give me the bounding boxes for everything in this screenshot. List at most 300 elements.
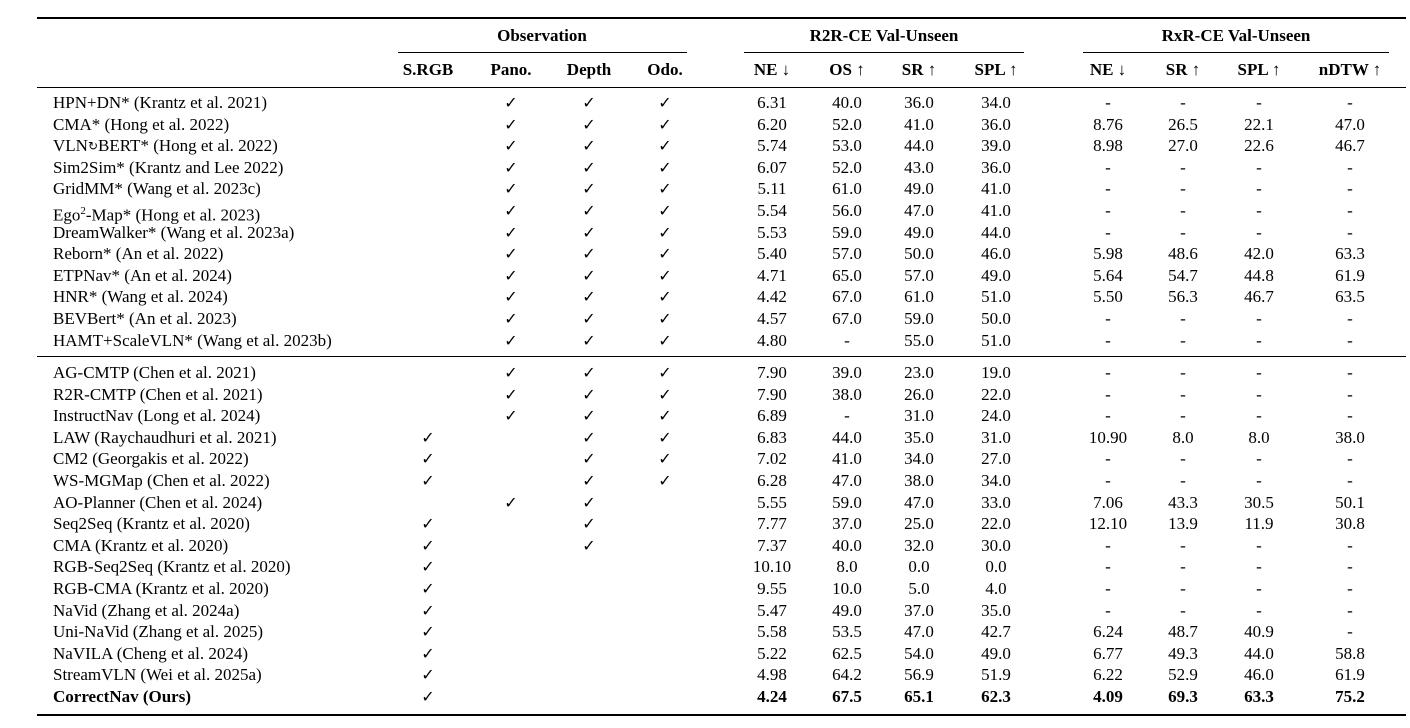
check-icon: ✓ — [504, 244, 518, 264]
r2r-value: 4.98 — [757, 665, 787, 685]
method-name: AG-CMTP (Chen et al. 2021) — [53, 363, 256, 382]
r2r-value: 41.0 — [981, 201, 1011, 220]
check-icon: ✓ — [504, 406, 518, 426]
method-name: Ego$^2$-Map* (Hong et al. 2023) — [53, 205, 261, 225]
method-name: CMA* (Hong et al. 2022) — [53, 114, 230, 134]
r2r-value: 6.20 — [757, 114, 787, 134]
r2r-value: 9.55 — [757, 579, 787, 598]
r2r-value: 5.0 — [908, 579, 930, 598]
method-name: AO-Planner (Chen et al. 2024) — [53, 492, 263, 512]
rxr-value: 50.1 — [1335, 492, 1365, 512]
r2r-value: 31.0 — [981, 427, 1011, 447]
check-icon: ✓ — [504, 309, 518, 328]
rxr-value: - — [1105, 363, 1111, 382]
group-header-rxr: RxR-CE Val-Unseen — [1161, 26, 1311, 45]
rxr-value: - — [1347, 579, 1353, 598]
check-icon: ✓ — [658, 222, 672, 242]
rxr-value: - — [1347, 535, 1353, 555]
rxr-value: 38.0 — [1335, 427, 1365, 447]
check-icon: ✓ — [504, 201, 518, 220]
rxr-value: - — [1105, 449, 1111, 469]
rxr-value: - — [1347, 201, 1353, 220]
check-icon: ✓ — [658, 406, 672, 426]
r2r-value: 33.0 — [981, 492, 1011, 512]
r2r-value: 49.0 — [981, 643, 1011, 663]
rxr-value: - — [1105, 557, 1111, 577]
check-icon: ✓ — [658, 384, 672, 404]
rxr-value: - — [1180, 579, 1186, 598]
r2r-value: 4.57 — [757, 309, 787, 328]
r2r-value: 53.5 — [832, 622, 862, 642]
method-name: WS-MGMap (Chen et al. 2022) — [53, 471, 270, 490]
method-name: RGB-CMA (Krantz et al. 2020) — [53, 579, 269, 598]
observation-group-rule — [398, 52, 687, 53]
method-name: GridMM* (Wang et al. 2023c) — [53, 179, 261, 199]
method-name: CorrectNav (Ours) — [53, 687, 192, 706]
r2r-value: 6.83 — [757, 427, 787, 447]
check-icon: ✓ — [421, 643, 435, 663]
check-icon: ✓ — [421, 514, 435, 534]
method-name: HNR* (Wang et al. 2024) — [53, 287, 228, 307]
r2r-value: 7.37 — [757, 535, 787, 555]
r2r-value: 44.0 — [904, 136, 934, 156]
rxr-value: 10.90 — [1088, 427, 1128, 447]
r2r-value: 52.0 — [832, 157, 862, 177]
rxr-value: - — [1105, 406, 1111, 426]
rxr-value: 42.0 — [1244, 244, 1274, 264]
col-header-pano: Pano. — [490, 60, 532, 79]
r2r-value: 35.0 — [981, 600, 1011, 620]
check-icon: ✓ — [582, 309, 596, 328]
check-icon: ✓ — [582, 406, 596, 426]
rxr-value: - — [1256, 384, 1262, 404]
check-icon: ✓ — [582, 265, 596, 285]
r2r-value: 5.54 — [757, 201, 787, 220]
r2r-value: 49.0 — [981, 265, 1011, 285]
r2r-value: 67.0 — [832, 309, 862, 328]
check-icon: ✓ — [582, 427, 596, 447]
r2r-value: 59.0 — [832, 222, 862, 242]
rxr-value: 27.0 — [1168, 136, 1198, 156]
r2r-value: 4.24 — [757, 687, 787, 706]
method-superscript: 2 — [80, 205, 86, 217]
rxr-value: 8.98 — [1093, 136, 1123, 156]
rxr-value: - — [1256, 600, 1262, 620]
check-icon: ✓ — [658, 449, 672, 469]
r2r-value: 47.0 — [904, 201, 934, 220]
method-name: LAW (Raychaudhuri et al. 2021) — [53, 427, 277, 447]
r2r-value: 10.10 — [752, 557, 792, 577]
rxr-value: - — [1180, 93, 1186, 112]
r2r-value: 55.0 — [904, 330, 934, 350]
check-icon: ✓ — [421, 687, 435, 706]
rxr-value: 7.06 — [1093, 492, 1123, 512]
check-icon: ✓ — [582, 136, 596, 156]
check-icon: ✓ — [421, 427, 435, 447]
r2r-value: 51.0 — [981, 330, 1011, 350]
rxr-value: - — [1180, 309, 1186, 328]
r2r-value: 61.0 — [832, 179, 862, 199]
method-name: Reborn* (An et al. 2022) — [53, 244, 224, 264]
rxr-value: 30.5 — [1244, 492, 1274, 512]
check-icon: ✓ — [658, 157, 672, 177]
r2r-value: - — [844, 330, 850, 350]
rxr-value: 47.0 — [1335, 114, 1365, 134]
check-icon: ✓ — [504, 114, 518, 134]
rxr-value: 26.5 — [1168, 114, 1198, 134]
rxr-value: 58.8 — [1335, 643, 1365, 663]
col-header-rxr-ndtw: nDTW ↑ — [1318, 60, 1382, 79]
rxr-value: - — [1347, 222, 1353, 242]
method-name: CMA (Krantz et al. 2020) — [53, 535, 229, 555]
method-name: CM2 (Georgakis et al. 2022) — [53, 449, 249, 469]
rxr-value: 52.9 — [1168, 665, 1198, 685]
r2r-value: 62.5 — [832, 643, 862, 663]
rxr-value: - — [1180, 363, 1186, 382]
check-icon: ✓ — [582, 287, 596, 307]
check-icon: ✓ — [582, 492, 596, 512]
check-icon: ✓ — [658, 287, 672, 307]
r2r-value: 36.0 — [981, 157, 1011, 177]
r2r-value: 22.0 — [981, 514, 1011, 534]
check-icon: ✓ — [582, 535, 596, 555]
r2r-value: 4.71 — [757, 265, 787, 285]
r2r-value: 23.0 — [904, 363, 934, 382]
rxr-value: - — [1347, 93, 1353, 112]
group-header-r2r: R2R-CE Val-Unseen — [809, 26, 959, 45]
r2r-value: 59.0 — [904, 309, 934, 328]
rxr-value: 49.3 — [1168, 643, 1198, 663]
method-name: StreamVLN (Wei et al. 2025a) — [53, 665, 262, 685]
rxr-value: 44.0 — [1244, 643, 1274, 663]
rxr-value: 40.9 — [1244, 622, 1274, 642]
r2r-value: 0.0 — [908, 557, 930, 577]
r2r-value: 7.90 — [757, 363, 787, 382]
rxr-value: - — [1105, 201, 1111, 220]
rxr-value: - — [1256, 179, 1262, 199]
method-name: R2R-CMTP (Chen et al. 2021) — [53, 384, 263, 404]
col-header-r2r-sr: SR ↑ — [901, 60, 937, 79]
rxr-value: - — [1105, 535, 1111, 555]
rxr-value: - — [1180, 600, 1186, 620]
rxr-value: - — [1347, 157, 1353, 177]
rxr-value: - — [1180, 157, 1186, 177]
check-icon: ✓ — [504, 136, 518, 156]
rxr-value: - — [1347, 384, 1353, 404]
rxr-value: - — [1256, 557, 1262, 577]
rxr-value: 8.0 — [1172, 427, 1194, 447]
check-icon: ✓ — [421, 622, 435, 642]
check-icon: ✓ — [658, 309, 672, 328]
check-icon: ✓ — [504, 384, 518, 404]
rxr-value: 13.9 — [1168, 514, 1198, 534]
check-icon: ✓ — [582, 244, 596, 264]
check-icon: ✓ — [582, 179, 596, 199]
r2r-value: 56.0 — [832, 201, 862, 220]
rxr-value: 30.8 — [1335, 514, 1365, 534]
r2r-value: 5.22 — [757, 643, 787, 663]
r2r-value: 42.7 — [981, 622, 1011, 642]
r2r-value: 41.0 — [981, 179, 1011, 199]
r2r-value: 62.3 — [981, 687, 1011, 706]
rxr-value: 46.0 — [1244, 665, 1274, 685]
r2r-value: 51.9 — [981, 665, 1011, 685]
r2r-value: 49.0 — [904, 222, 934, 242]
r2r-value: 54.0 — [904, 643, 934, 663]
r2r-value: 7.90 — [757, 384, 787, 404]
col-header-rxr-ne: NE ↓ — [1089, 60, 1127, 79]
method-name: ETPNav* (An et al. 2024) — [53, 265, 232, 285]
rxr-value: - — [1105, 330, 1111, 350]
r2r-value: 37.0 — [832, 514, 862, 534]
method-name: HPN+DN* (Krantz et al. 2021) — [53, 93, 268, 112]
r2r-value: 10.0 — [832, 579, 862, 598]
bottom-rule — [37, 714, 1406, 716]
rxr-value: 46.7 — [1335, 136, 1365, 156]
method-name: HAMT+ScaleVLN* (Wang et al. 2023b) — [53, 330, 332, 350]
rxr-value: 5.50 — [1093, 287, 1123, 307]
rxr-value: - — [1105, 309, 1111, 328]
r2r-value: 61.0 — [904, 287, 934, 307]
r2r-value: 5.58 — [757, 622, 787, 642]
r2r-value: 41.0 — [904, 114, 934, 134]
rxr-value: - — [1347, 622, 1353, 642]
r2r-value: 52.0 — [832, 114, 862, 134]
check-icon: ✓ — [582, 93, 596, 112]
check-icon: ✓ — [582, 201, 596, 220]
method-name: DreamWalker* (Wang et al. 2023a) — [53, 222, 295, 242]
r2r-value: 6.28 — [757, 471, 787, 490]
r2r-value: 0.0 — [985, 557, 1007, 577]
rxr-value: - — [1180, 330, 1186, 350]
rxr-value: - — [1256, 222, 1262, 242]
r2r-value: 47.0 — [904, 492, 934, 512]
check-icon: ✓ — [504, 93, 518, 112]
r2r-value: 5.55 — [757, 492, 787, 512]
check-icon: ✓ — [658, 265, 672, 285]
rxr-value: - — [1347, 557, 1353, 577]
r2r-value: 53.0 — [832, 136, 862, 156]
check-icon: ✓ — [421, 665, 435, 685]
r2r-value: 5.47 — [757, 600, 787, 620]
r2r-value: 4.0 — [985, 579, 1007, 598]
check-icon: ✓ — [658, 330, 672, 350]
check-icon: ✓ — [504, 157, 518, 177]
r2r-value: 7.02 — [757, 449, 787, 469]
rxr-value: - — [1180, 557, 1186, 577]
r2r-value: 8.0 — [836, 557, 858, 577]
rxr-value: - — [1256, 201, 1262, 220]
r2r-group-rule — [744, 52, 1024, 53]
check-icon: ✓ — [421, 449, 435, 469]
col-header-r2r-os: OS ↑ — [829, 60, 865, 79]
check-icon: ✓ — [504, 287, 518, 307]
check-icon: ✓ — [504, 265, 518, 285]
r2r-value: 5.40 — [757, 244, 787, 264]
rxr-value: - — [1347, 330, 1353, 350]
r2r-value: 57.0 — [832, 244, 862, 264]
rxr-value: - — [1105, 471, 1111, 490]
check-icon: ✓ — [582, 384, 596, 404]
rxr-value: - — [1105, 579, 1111, 598]
r2r-value: 6.89 — [757, 406, 787, 426]
r2r-value: 40.0 — [832, 535, 862, 555]
r2r-value: 4.42 — [757, 287, 787, 307]
rxr-value: 48.6 — [1168, 244, 1198, 264]
r2r-value: 49.0 — [904, 179, 934, 199]
check-icon: ✓ — [658, 136, 672, 156]
rxr-value: - — [1347, 406, 1353, 426]
r2r-value: 39.0 — [981, 136, 1011, 156]
r2r-value: 67.0 — [832, 287, 862, 307]
col-header-r2r-ne: NE ↓ — [753, 60, 791, 79]
rxr-value: 56.3 — [1168, 287, 1198, 307]
rxr-value: 22.6 — [1244, 136, 1274, 156]
rxr-value: - — [1180, 179, 1186, 199]
r2r-value: 24.0 — [981, 406, 1011, 426]
rxr-value: 6.22 — [1093, 665, 1123, 685]
r2r-value: 35.0 — [904, 427, 934, 447]
check-icon: ✓ — [421, 600, 435, 620]
rxr-value: 54.7 — [1168, 265, 1198, 285]
header-rule — [37, 87, 1406, 88]
rxr-value: 6.24 — [1093, 622, 1123, 642]
method-name: BEVBert* (An et al. 2023) — [53, 309, 237, 328]
r2r-value: 38.0 — [832, 384, 862, 404]
r2r-value: 34.0 — [981, 93, 1011, 112]
rxr-value: - — [1105, 157, 1111, 177]
r2r-value: 46.0 — [981, 244, 1011, 264]
check-icon: ✓ — [504, 363, 518, 382]
check-icon: ✓ — [658, 93, 672, 112]
r2r-value: 26.0 — [904, 384, 934, 404]
rxr-value: - — [1180, 384, 1186, 404]
rxr-group-rule — [1083, 52, 1389, 53]
rxr-value: 44.8 — [1244, 265, 1274, 285]
check-icon: ✓ — [658, 427, 672, 447]
r2r-value: 56.9 — [904, 665, 934, 685]
col-header-odo: Odo. — [647, 60, 683, 79]
rxr-value: - — [1105, 179, 1111, 199]
rxr-value: 8.76 — [1093, 114, 1123, 134]
check-icon: ✓ — [582, 514, 596, 534]
rxr-value: - — [1256, 363, 1262, 382]
r2r-value: 49.0 — [832, 600, 862, 620]
r2r-value: 4.80 — [757, 330, 787, 350]
method-name: Uni-NaVid (Zhang et al. 2025) — [53, 622, 264, 642]
check-icon: ✓ — [658, 114, 672, 134]
rxr-value: 12.10 — [1088, 514, 1128, 534]
r2r-value: 22.0 — [981, 384, 1011, 404]
r2r-value: 7.77 — [757, 514, 787, 534]
rxr-value: 48.7 — [1168, 622, 1198, 642]
rxr-value: - — [1256, 535, 1262, 555]
check-icon: ✓ — [421, 471, 435, 490]
method-name: RGB-Seq2Seq (Krantz et al. 2020) — [53, 557, 291, 577]
rxr-value: 63.5 — [1335, 287, 1365, 307]
rxr-value: - — [1256, 330, 1262, 350]
rxr-value: - — [1256, 449, 1262, 469]
check-icon: ✓ — [582, 449, 596, 469]
r2r-value: 41.0 — [832, 449, 862, 469]
rxr-value: - — [1256, 579, 1262, 598]
rxr-value: 6.77 — [1093, 643, 1123, 663]
rxr-value: - — [1105, 600, 1111, 620]
r2r-value: 5.11 — [757, 179, 787, 199]
rxr-value: - — [1105, 222, 1111, 242]
check-icon: ✓ — [421, 557, 435, 577]
r2r-value: 44.0 — [832, 427, 862, 447]
rxr-value: - — [1180, 406, 1186, 426]
rxr-value: 43.3 — [1168, 492, 1198, 512]
rxr-value: 22.1 — [1244, 114, 1274, 134]
r2r-value: 40.0 — [832, 93, 862, 112]
r2r-value: 31.0 — [904, 406, 934, 426]
rxr-value: - — [1105, 93, 1111, 112]
r2r-value: 47.0 — [832, 471, 862, 490]
check-icon: ✓ — [504, 492, 518, 512]
r2r-value: 44.0 — [981, 222, 1011, 242]
r2r-value: 36.0 — [904, 93, 934, 112]
r2r-value: 25.0 — [904, 514, 934, 534]
rxr-value: - — [1256, 406, 1262, 426]
rxr-value: 75.2 — [1335, 687, 1365, 706]
rxr-value: - — [1105, 384, 1111, 404]
r2r-value: 59.0 — [832, 492, 862, 512]
r2r-value: 19.0 — [981, 363, 1011, 382]
r2r-value: 64.2 — [832, 665, 862, 685]
rxr-value: 46.7 — [1244, 287, 1274, 307]
r2r-value: 36.0 — [981, 114, 1011, 134]
r2r-value: 32.0 — [904, 535, 934, 555]
rxr-value: - — [1256, 93, 1262, 112]
method-name: VLN↻BERT* (Hong et al. 2022) — [53, 136, 278, 156]
group-header-observation: Observation — [497, 26, 587, 45]
rxr-value: - — [1347, 363, 1353, 382]
rxr-value: 11.9 — [1244, 514, 1274, 534]
method-name: Seq2Seq (Krantz et al. 2020) — [53, 514, 250, 534]
r2r-value: 43.0 — [904, 157, 934, 177]
rxr-value: - — [1180, 201, 1186, 220]
check-icon: ✓ — [582, 222, 596, 242]
r2r-value: 30.0 — [981, 535, 1011, 555]
r2r-value: 38.0 — [904, 471, 934, 490]
check-icon: ✓ — [504, 222, 518, 242]
rxr-value: - — [1180, 471, 1186, 490]
r2r-value: - — [844, 406, 850, 426]
col-header-rxr-sr: SR ↑ — [1165, 60, 1201, 79]
rxr-value: 61.9 — [1335, 665, 1365, 685]
rxr-value: 63.3 — [1335, 244, 1365, 264]
rxr-value: 4.09 — [1093, 687, 1123, 706]
rxr-value: 5.98 — [1093, 244, 1123, 264]
r2r-value: 57.0 — [904, 265, 934, 285]
col-header-r2r-spl: SPL ↑ — [974, 60, 1018, 79]
r2r-value: 37.0 — [904, 600, 934, 620]
rxr-value: 8.0 — [1248, 427, 1270, 447]
method-name: Sim2Sim* (Krantz and Lee 2022) — [53, 157, 284, 177]
col-header-srgb: S.RGB — [402, 60, 454, 79]
r2r-value: 27.0 — [981, 449, 1011, 469]
rxr-value: - — [1256, 309, 1262, 328]
r2r-value: 67.5 — [832, 687, 862, 706]
check-icon: ✓ — [658, 244, 672, 264]
r2r-value: 65.0 — [832, 265, 862, 285]
r2r-value: 5.53 — [757, 222, 787, 242]
col-header-depth: Depth — [566, 60, 612, 79]
rxr-value: - — [1180, 535, 1186, 555]
rxr-value: - — [1347, 179, 1353, 199]
